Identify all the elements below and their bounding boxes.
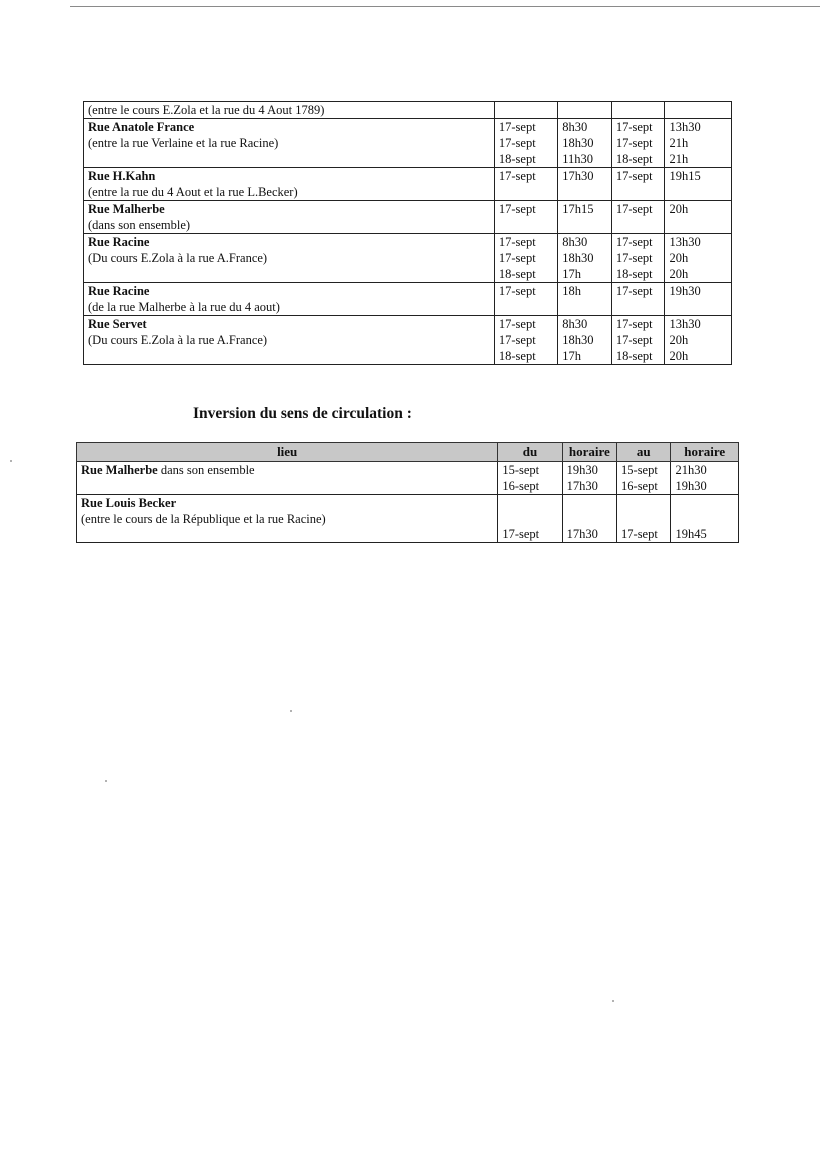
end-time-value: 19h30 (669, 284, 701, 298)
location-cell (84, 168, 495, 201)
location-cell (84, 102, 495, 119)
street-detail: (entre la rue Verlaine et la rue Racine) (88, 136, 279, 150)
table-row (84, 102, 732, 119)
end-date-value: 17-sept (615, 120, 653, 134)
start-date-value: 16-sept (502, 479, 540, 493)
start-time-value: 18h30 (562, 333, 594, 347)
inversion-table (76, 442, 739, 543)
end-time-value: 13h30 (669, 317, 701, 331)
header-du: du (498, 443, 562, 462)
start-date-value: 18-sept (498, 267, 536, 281)
start-date-value: 17-sept (498, 284, 536, 298)
start-date-cell (494, 234, 557, 283)
street-detail: (entre le cours E.Zola et la rue du 4 Aout 1789) (88, 103, 325, 117)
street-name: Rue Anatole France (88, 120, 195, 134)
end-date-cell (611, 234, 665, 283)
start-time-value: 8h30 (562, 317, 588, 331)
end-date-value: 17-sept (615, 136, 653, 150)
start-date-value: 17-sept (498, 120, 536, 134)
table-row (84, 234, 732, 283)
start-time-value: 17h30 (566, 527, 598, 541)
end-time-value: 21h (669, 152, 689, 166)
end-time-value: 20h (669, 267, 689, 281)
start-date-cell (494, 119, 557, 168)
start-date-cell (494, 201, 557, 234)
header-row (77, 443, 739, 462)
table-row (84, 168, 732, 201)
start-date-value: 17-sept (498, 317, 536, 331)
end-time-cell (665, 168, 732, 201)
start-date-value: 18-sept (498, 152, 536, 166)
section-title: Inversion du sens de circulation : (193, 405, 412, 422)
location-cell (77, 462, 498, 495)
end-time-value: 20h (669, 349, 689, 363)
start-time-value: 18h30 (562, 251, 594, 265)
start-time-cell (562, 495, 616, 543)
start-time-cell (558, 283, 612, 316)
start-time-value: 17h (562, 349, 581, 363)
table-row (84, 119, 732, 168)
start-date-cell (494, 316, 557, 365)
header-horaire-end: horaire (671, 443, 739, 462)
start-date-value: 17-sept (498, 169, 536, 183)
start-date-value: 17-sept (498, 333, 536, 347)
start-time-cell (558, 201, 612, 234)
street-detail: (entre le cours de la République et la rue Racine) (81, 512, 326, 526)
scan-speck (105, 780, 107, 782)
end-time-cell (665, 283, 732, 316)
end-time-value: 13h30 (669, 120, 701, 134)
street-detail: (dans son ensemble) (88, 218, 191, 232)
end-time-cell (665, 102, 732, 119)
location-cell (84, 316, 495, 365)
street-name: Rue Malherbe (81, 463, 158, 477)
start-time-value: 17h30 (566, 479, 598, 493)
start-date-value: 17-sept (502, 527, 540, 541)
header-horaire-start: horaire (562, 443, 616, 462)
table-row (84, 316, 732, 365)
end-date-value: 17-sept (615, 235, 653, 249)
closure-schedule-body (84, 102, 732, 365)
street-name: Rue Servet (88, 317, 147, 331)
start-date-value: 17-sept (498, 235, 536, 249)
street-detail: dans son ensemble (157, 463, 255, 477)
end-date-value: 17-sept (615, 202, 653, 216)
start-time-value: 17h (562, 267, 581, 281)
start-time-value: 17h15 (562, 202, 594, 216)
street-detail: (de la rue Malherbe à la rue du 4 aout) (88, 300, 280, 314)
end-date-value: 17-sept (615, 317, 653, 331)
end-date-cell (611, 283, 665, 316)
end-time-value: 20h (669, 202, 689, 216)
end-date-cell (611, 201, 665, 234)
end-date-value: 18-sept (615, 152, 653, 166)
start-time-cell (558, 168, 612, 201)
end-date-cell (611, 119, 665, 168)
end-date-value: 17-sept (615, 284, 653, 298)
street-detail: (entre la rue du 4 Aout et la rue L.Becker) (88, 185, 298, 199)
end-time-cell (671, 495, 739, 543)
start-time-cell (558, 119, 612, 168)
start-time-value: 18h30 (562, 136, 594, 150)
start-time-cell (558, 234, 612, 283)
location-cell (84, 201, 495, 234)
start-time-cell (558, 102, 612, 119)
street-detail: (Du cours E.Zola à la rue A.France) (88, 333, 268, 347)
end-time-cell (665, 119, 732, 168)
start-date-cell (498, 495, 562, 543)
street-name: Rue H.Kahn (88, 169, 156, 183)
end-date-value: 18-sept (615, 267, 653, 281)
end-date-cell (617, 495, 671, 543)
end-time-value: 20h (669, 251, 689, 265)
start-time-value: 8h30 (562, 120, 588, 134)
start-time-value: 18h (562, 284, 581, 298)
street-name: Rue Louis Becker (81, 496, 177, 510)
end-date-value: 15-sept (621, 463, 658, 477)
table-row (77, 495, 739, 543)
start-date-value: 15-sept (502, 463, 540, 477)
header-lieu: lieu (77, 443, 498, 462)
start-date-value: 17-sept (498, 136, 536, 150)
end-time-value: 21h30 (675, 463, 707, 477)
header-au: au (617, 443, 671, 462)
end-date-value: 17-sept (615, 251, 653, 265)
end-time-cell (671, 462, 739, 495)
scan-speck (612, 1000, 614, 1002)
end-date-value: 17-sept (615, 333, 653, 347)
street-detail: (Du cours E.Zola à la rue A.France) (88, 251, 268, 265)
street-name: Rue Racine (88, 235, 150, 249)
end-time-value: 19h30 (675, 479, 707, 493)
scan-speck (290, 710, 292, 712)
end-time-value: 13h30 (669, 235, 701, 249)
street-name: Rue Racine (88, 284, 150, 298)
scan-speck (10, 460, 12, 462)
end-date-value: 17-sept (621, 527, 658, 541)
end-date-cell (617, 462, 671, 495)
inversion-body (77, 462, 739, 543)
start-time-value: 19h30 (566, 463, 598, 477)
table-row (77, 462, 739, 495)
start-time-cell (562, 462, 616, 495)
start-date-value: 18-sept (498, 349, 536, 363)
start-time-value: 11h30 (562, 152, 593, 166)
start-time-cell (558, 316, 612, 365)
closure-schedule-table (83, 101, 732, 365)
scan-edge-line (70, 6, 820, 7)
end-time-value: 19h45 (675, 527, 707, 541)
street-name: Rue Malherbe (88, 202, 165, 216)
end-date-value: 17-sept (615, 169, 653, 183)
location-cell (84, 283, 495, 316)
end-time-value: 21h (669, 136, 689, 150)
table-row (84, 283, 732, 316)
location-cell (77, 495, 498, 543)
end-date-cell (611, 316, 665, 365)
start-time-value: 17h30 (562, 169, 594, 183)
end-time-cell (665, 316, 732, 365)
end-date-cell (611, 102, 665, 119)
location-cell (84, 119, 495, 168)
start-date-cell (498, 462, 562, 495)
start-time-value: 8h30 (562, 235, 588, 249)
start-date-cell (494, 102, 557, 119)
end-time-value: 19h15 (669, 169, 701, 183)
end-time-cell (665, 201, 732, 234)
end-time-cell (665, 234, 732, 283)
end-date-value: 18-sept (615, 349, 653, 363)
start-date-value: 17-sept (498, 251, 536, 265)
start-date-cell (494, 283, 557, 316)
location-cell (84, 234, 495, 283)
end-time-value: 20h (669, 333, 689, 347)
end-date-cell (611, 168, 665, 201)
start-date-value: 17-sept (498, 202, 536, 216)
table-row (84, 201, 732, 234)
end-date-value: 16-sept (621, 479, 658, 493)
start-date-cell (494, 168, 557, 201)
